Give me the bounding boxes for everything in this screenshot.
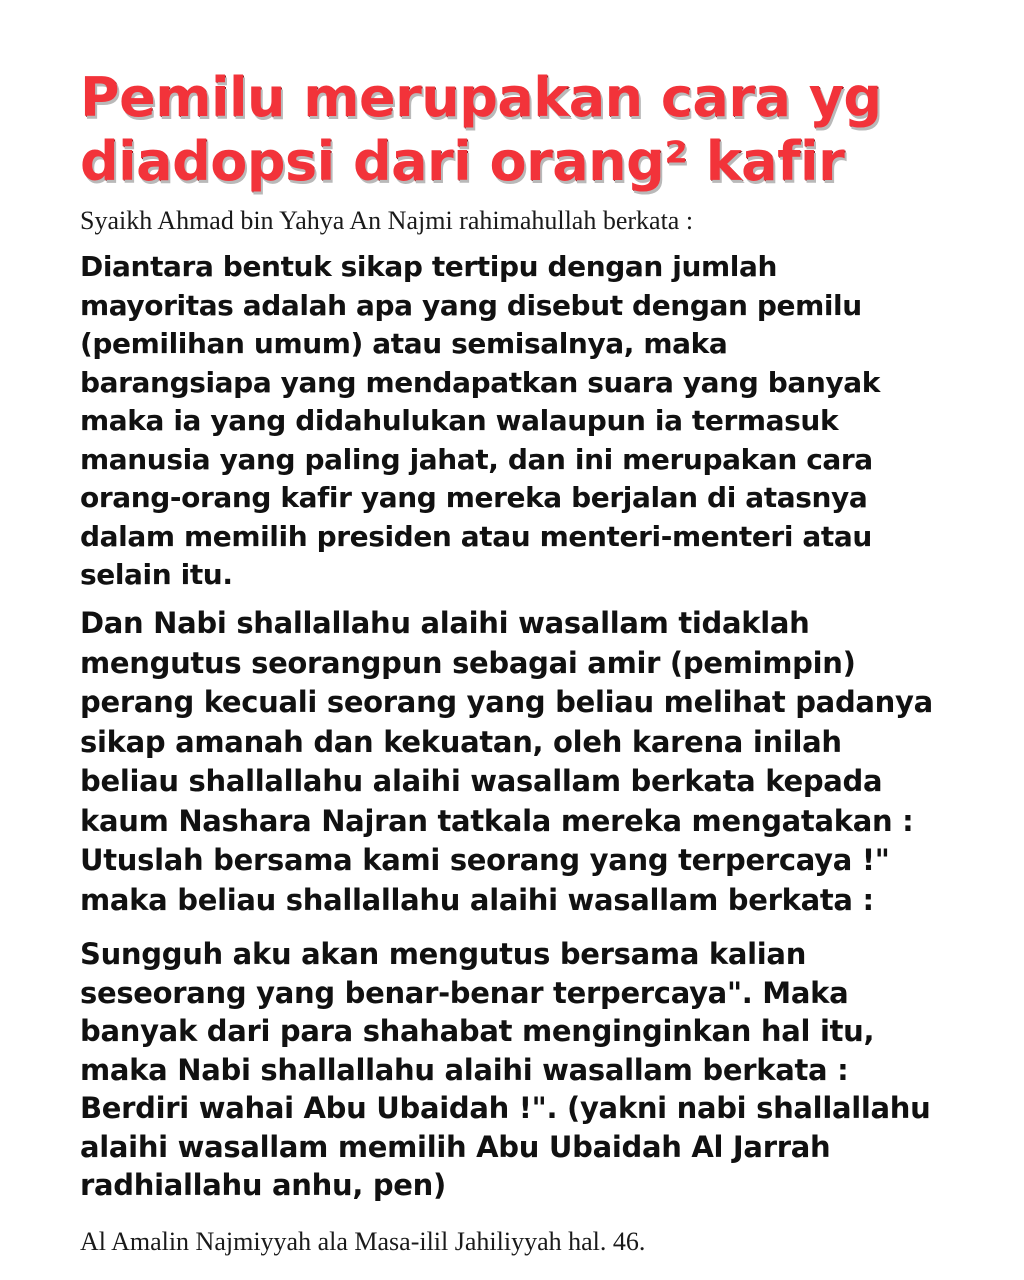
paragraph-line: perang kecuali seorang yang beliau melihat padanya <box>80 685 933 719</box>
paragraph-line: maka Nabi shallallahu alaihi wasallam berkata : <box>80 1052 849 1087</box>
page-title <box>80 66 980 194</box>
paragraph-1 <box>80 248 980 595</box>
paragraph-line: manusia yang paling jahat, dan ini merupakan cara <box>80 442 873 476</box>
paragraph-line: sikap amanah dan kekuatan, oleh karena inilah <box>80 724 842 759</box>
paragraph-line: Sungguh aku akan mengutus bersama kalian <box>80 937 807 971</box>
paragraph-line: Berdiri wahai Abu Ubaidah !". (yakni nabi shallallahu <box>80 1091 931 1125</box>
paragraph-line: seseorang yang benar-benar terpercaya". Maka <box>80 975 849 1010</box>
title-line: diadopsi dari orang² kafir <box>80 130 845 193</box>
paragraph-line: alaihi wasallam memilih Abu Ubaidah Al Jarrah <box>80 1129 831 1164</box>
paragraph-line: mayoritas adalah apa yang disebut dengan pemilu <box>80 288 862 322</box>
paragraph-line: dalam memilih presiden atau menteri-menteri atau <box>80 519 872 553</box>
paragraph-2 <box>80 604 980 920</box>
paragraph-line: barangsiapa yang mendapatkan suara yang banyak <box>80 365 880 399</box>
paragraph-line: Diantara bentuk sikap tertipu dengan jumlah <box>80 250 778 283</box>
title-line: Pemilu merupakan cara yg <box>80 66 882 129</box>
paragraph-line: radhiallahu anhu, pen) <box>80 1168 446 1202</box>
paragraph-line: banyak dari para shahabat menginginkan hal itu, <box>80 1014 875 1048</box>
source-citation: Al Amalin Najmiyyah ala Masa-ilil Jahiliyyah hal. 46. <box>80 1227 646 1256</box>
paragraph-line: maka ia yang didahulukan walaupun ia termasuk <box>80 404 839 437</box>
paragraph-line: orang-orang kafir yang mereka berjalan di atasnya <box>80 481 868 514</box>
paragraph-line: mengutus seorangpun sebagai amir (pemimpin) <box>80 645 856 680</box>
paragraph-line: beliau shallallahu alaihi wasallam berkata kepada <box>80 764 883 798</box>
paragraph-line: Dan Nabi shallallahu alaihi wasallam tidaklah <box>80 606 810 640</box>
paragraph-line: maka beliau shallallahu alaihi wasallam berkata : <box>80 882 874 917</box>
paragraph-3 <box>80 935 980 1205</box>
paragraph-line: selain itu. <box>80 558 233 591</box>
intro-attribution: Syaikh Ahmad bin Yahya An Najmi rahimahullah berkata : <box>80 206 694 235</box>
paragraph-line: kaum Nashara Najran tatkala mereka mengatakan : <box>80 803 914 838</box>
paragraph-line: (pemilihan umum) atau semisalnya, maka <box>80 327 728 360</box>
paragraph-line: Utuslah bersama kami seorang yang terpercaya !" <box>80 843 890 877</box>
